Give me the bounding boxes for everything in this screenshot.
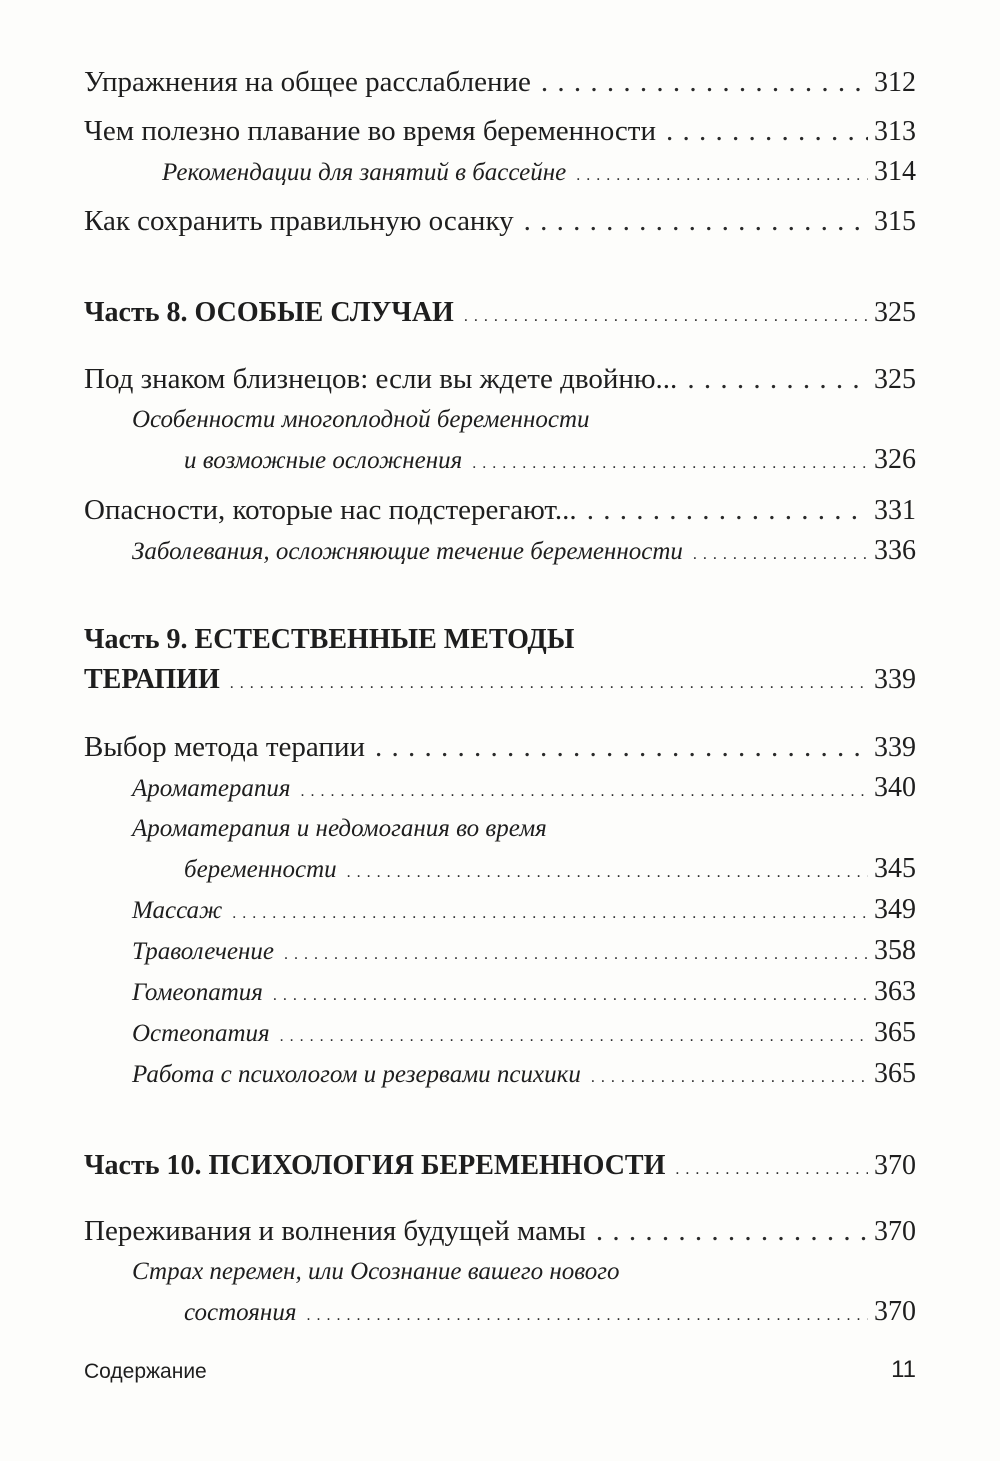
toc-subentry-title: Ароматерапия <box>132 775 291 802</box>
toc-entry-page: 370 <box>874 1216 916 1247</box>
toc-part-9[interactable] <box>84 620 916 700</box>
toc-subentry-page: 370 <box>874 1296 916 1327</box>
toc-subentry[interactable] <box>84 890 916 930</box>
toc-subentry[interactable] <box>84 1013 916 1053</box>
toc-entry[interactable] <box>84 490 916 530</box>
toc-subentry[interactable] <box>84 809 916 889</box>
toc-subentry-page: 336 <box>874 535 916 566</box>
part-page: 325 <box>874 297 916 328</box>
dot-leader <box>230 664 868 704</box>
toc-subentry-page: 358 <box>874 935 916 966</box>
dot-leader <box>576 156 868 196</box>
running-footer-section: Содержание <box>84 1360 207 1383</box>
toc-entry[interactable] <box>84 727 916 767</box>
dot-leader <box>347 853 868 893</box>
dot-leader <box>675 1150 868 1190</box>
toc-entry[interactable] <box>84 1211 916 1251</box>
dot-leader <box>591 1058 868 1098</box>
toc-entry-page: 312 <box>874 67 916 98</box>
toc-entry-title: Чем полезно плавание во время беременности <box>84 115 656 147</box>
toc-subentry-title: Рекомендации для занятий в бассейне <box>162 159 567 186</box>
dot-leader <box>524 201 868 241</box>
toc-entry-page: 313 <box>874 116 916 147</box>
toc-subentry[interactable] <box>84 768 916 808</box>
dot-leader <box>273 976 868 1016</box>
dot-leader <box>587 490 868 530</box>
toc-subentry-title-line2: состояния <box>184 1299 297 1326</box>
toc-subentry-title: Траволечение <box>132 938 274 965</box>
toc-entry-page: 315 <box>874 206 916 237</box>
dot-leader <box>541 62 868 102</box>
toc-subentry-title: Остеопатия <box>132 1020 270 1047</box>
toc-subentry-title: Заболевания, осложняющие течение беременности <box>132 538 683 565</box>
part-page: 339 <box>874 664 916 695</box>
dot-leader <box>232 894 868 934</box>
toc-subentry[interactable] <box>84 1054 916 1094</box>
toc-subentry-title-line1: Ароматерапия и недомогания во время <box>132 815 547 842</box>
toc-subentry-page: 365 <box>874 1017 916 1048</box>
toc-entry-title: Выбор метода терапии <box>84 731 365 763</box>
toc-subentry-page: 349 <box>874 894 916 925</box>
dot-leader <box>687 359 868 399</box>
part-page: 370 <box>874 1150 916 1181</box>
part-title-line1: Часть 9. ЕСТЕСТВЕННЫЕ МЕТОДЫ <box>84 624 575 655</box>
dot-leader <box>375 727 868 767</box>
dot-leader <box>284 935 868 975</box>
toc-subentry[interactable] <box>84 972 916 1012</box>
toc-part-10[interactable] <box>84 1146 916 1186</box>
toc-subentry-title: Работа с психологом и резервами психики <box>132 1061 581 1088</box>
toc-subentry-title-line2: беременности <box>184 856 337 883</box>
toc-part-8[interactable] <box>84 293 916 333</box>
toc-entry[interactable] <box>84 111 916 151</box>
toc-entry-title: Переживания и волнения будущей мамы <box>84 1215 586 1247</box>
toc-subentry-page: 340 <box>874 772 916 803</box>
toc-subentry[interactable] <box>84 931 916 971</box>
dot-leader <box>472 444 868 484</box>
toc-entry-page: 339 <box>874 732 916 763</box>
dot-leader <box>666 111 868 151</box>
toc-entry[interactable] <box>84 359 916 399</box>
dot-leader <box>306 1296 868 1336</box>
toc-entry-title: Упражнения на общее расслабление <box>84 66 531 98</box>
toc-subentry-page: 345 <box>874 853 916 884</box>
dot-leader <box>280 1017 868 1057</box>
toc-entry-title: Под знаком близнецов: если вы ждете двойню... <box>84 363 678 395</box>
dot-leader <box>464 297 868 337</box>
toc-subentry-page: 363 <box>874 976 916 1007</box>
toc-subentry-title: Массаж <box>132 897 223 924</box>
toc-subentry-title-line2: и возможные осложнения <box>184 447 463 474</box>
toc-entry-title: Опасности, которые нас подстерегают... <box>84 494 577 526</box>
toc-entry-page: 331 <box>874 495 916 526</box>
toc-subentry-title: Гомеопатия <box>132 979 263 1006</box>
toc-subentry[interactable] <box>84 400 916 480</box>
toc-entry-title: Как сохранить правильную осанку <box>84 205 514 237</box>
toc-entry[interactable] <box>84 201 916 241</box>
toc-entry[interactable] <box>84 62 916 102</box>
dot-leader <box>301 772 868 812</box>
toc-subentry[interactable] <box>84 1252 916 1332</box>
toc-entry-page: 325 <box>874 364 916 395</box>
toc-subentry-page: 326 <box>874 444 916 475</box>
toc-subentry-page: 314 <box>874 156 916 187</box>
toc-subentry[interactable] <box>84 152 916 192</box>
page-number: 11 <box>891 1356 916 1383</box>
dot-leader <box>596 1211 868 1251</box>
toc-subentry-title-line1: Особенности многоплодной беременности <box>132 406 590 433</box>
toc-subentry-page: 365 <box>874 1058 916 1089</box>
part-title-line2: ТЕРАПИИ <box>84 664 220 695</box>
part-title: Часть 10. ПСИХОЛОГИЯ БЕРЕМЕННОСТИ <box>84 1150 666 1181</box>
toc-subentry-title-line1: Страх перемен, или Осознание вашего нового <box>132 1258 620 1285</box>
dot-leader <box>693 535 868 575</box>
toc-subentry[interactable] <box>84 531 916 571</box>
part-title: Часть 8. ОСОБЫЕ СЛУЧАИ <box>84 297 454 328</box>
